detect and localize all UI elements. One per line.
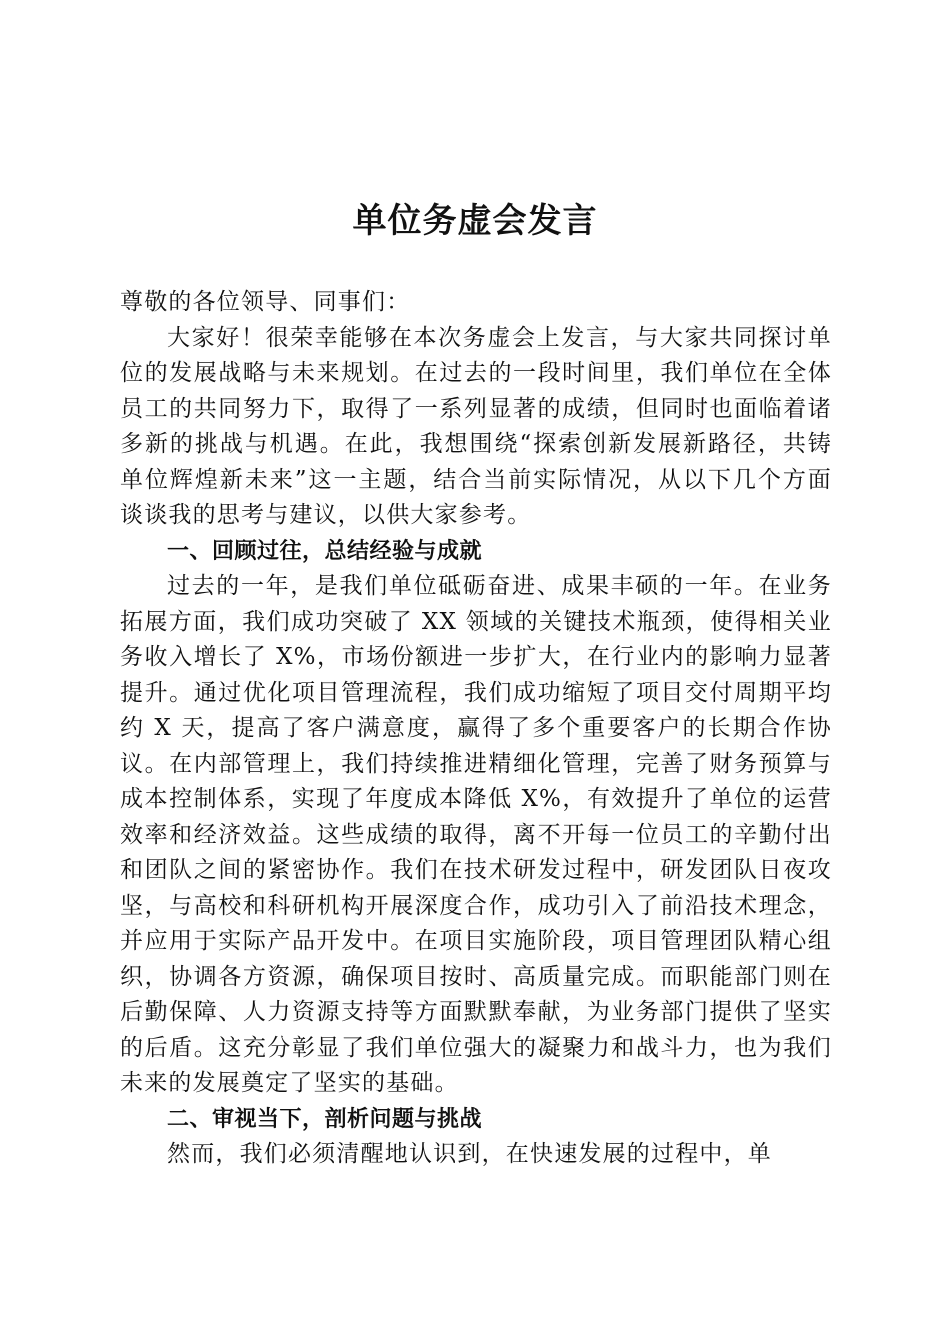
section-1-heading: 一、回顾过往，总结经验与成就	[167, 538, 483, 564]
document-title: 单位务虚会发言	[352, 201, 598, 241]
intro-paragraph: 大家好！很荣幸能够在本次务虚会上发言，与大家共同探讨单位的发展战略与未来规划。在过去的一段时间里，我们单位在全体员工的共同努力下，取得了一系列显著的成绩，但同时也面临着诸多新的挑战与机遇。在此，我想围绕“探索创新发展新路径，共铸单位辉煌新未来”这一主题，结合当前实际情况，从以下几个方面谈谈我的思考与建议，以供大家参考。	[120, 324, 832, 528]
section-2-paragraph: 然而，我们必须清醒地认识到，在快速发展的过程中，单	[167, 1141, 772, 1167]
section-2-heading: 二、审视当下，剖析问题与挑战	[167, 1106, 483, 1132]
salutation: 尊敬的各位领导、同事们：	[120, 289, 411, 315]
document-body	[120, 285, 832, 1173]
section-1-paragraph: 过去的一年，是我们单位砥砺奋进、成果丰硕的一年。在业务拓展方面，我们成功突破了 XX 领域的关键技术瓶颈，使得相关业务收入增长了 X%，市场份额进一步扩大，在行业内的影响力显著提升。通过优化项目管理流程，我们成功缩短了项目交付周期平均约 X 天，提高了客户满意度，赢得了多个重要客户的长期合作协议。在内部管理上，我们持续推进精细化管理，完善了财务预算与成本控制体系，实现了年度成本降低 X%，有效提升了单位的运营效率和经济效益。这些成绩的取得，离不开每一位员工的辛勤付出和团队之间的紧密协作。我们在技术研发过程中，研发团队日夜攻坚，与高校和科研机构开展深度合作，成功引入了前沿技术理念，并应用于实际产品开发中。在项目实施阶段，项目管理团队精心组织，协调各方资源，确保项目按时、高质量完成。而职能部门则在后勤保障、人力资源支持等方面默默奉献，为业务部门提供了坚实的后盾。这充分彰显了我们单位强大的凝聚力和战斗力，也为我们未来的发展奠定了坚实的基础。	[120, 573, 832, 1096]
